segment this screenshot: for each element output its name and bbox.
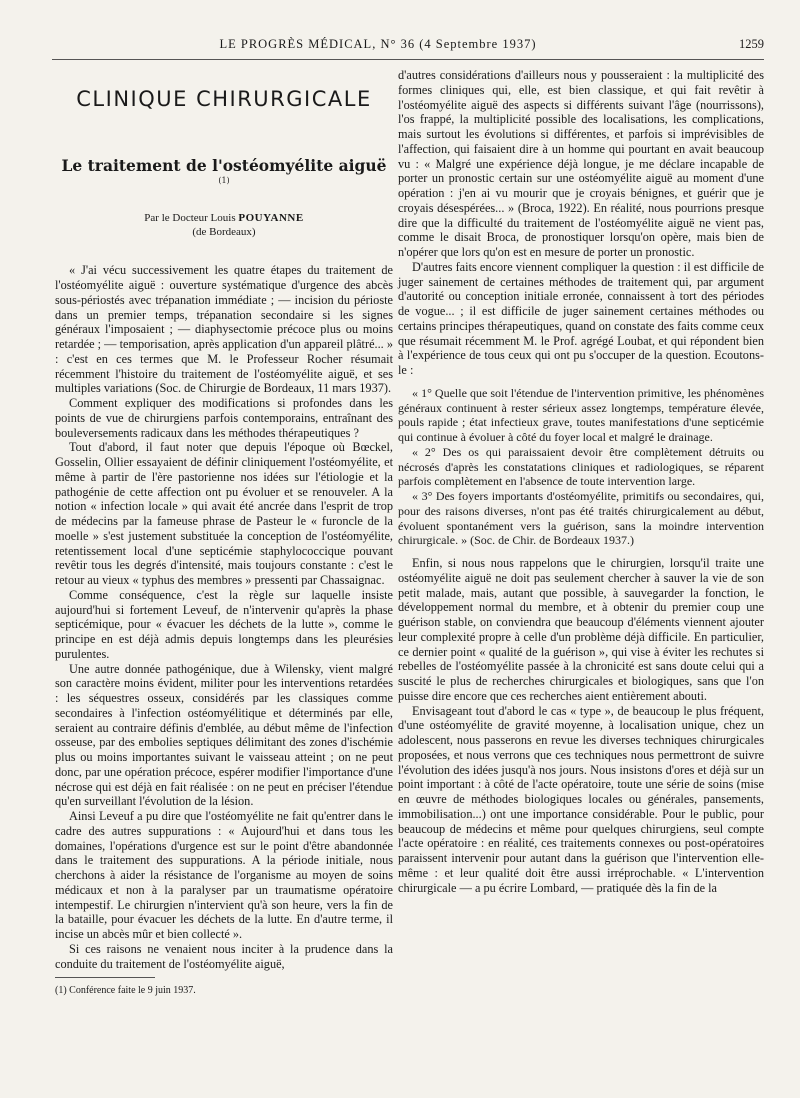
paragraph: Comme conséquence, c'est la règle sur laquelle insiste aujourd'hui si fortement Leveuf, de n'intervenir qu'après la phase septicémique, pour « évacuer les déchets de la lutte », comme le principe en est déjà admis depuis longtemps dans les pleurésies purulentes.	[55, 587, 393, 661]
right-column	[398, 68, 764, 895]
paragraph: d'autres considérations d'ailleurs nous y pousseraient : la multiplicité des formes cliniques qui, elle, est bien classique, et qui fait revêtir à l'ostéomyélite aiguë des aspects si différents suivant l'âge (nourrissons), l'os frappé, la multiplicité possible des localisations, les complications, mais surtout les évolutions si différentes, et parfois si imprévisibles de l'affection, qui faisaient dire à un homme qui pourtant en avait beaucoup vu : « Malgré une expérience déjà longue, je me déclare incapable de porter un pronostic certain sur une ostéomyélite aiguë au moment d'une opération : j'en ai vu mourir que je croyais bénignes, et guérir que je croyais désespérées... » (Broca, 1922). En réalité, nous pourrions presque dire que la difficulté du traitement de l'ostéomyélite aiguë ne vient pas, comme le disait Broca, de pronostiquer lorsqu'on opère, mais bien de n'opérer que lors qu'on est en mesure de porter un pronostic.	[398, 68, 764, 259]
running-title: LE PROGRÈS MÉDICAL, N° 36 (4 Septembre 1937)	[219, 37, 537, 51]
author-prefix: Par le Docteur Louis	[144, 212, 236, 225]
page-number: 1259	[739, 37, 764, 51]
article-title-text: Le traitement de l'ostéomyélite aiguë	[61, 155, 387, 175]
section-title: CLINIQUE CHIRURGICALE	[76, 87, 372, 111]
author-affiliation: (de Bordeaux)	[192, 226, 256, 239]
left-column	[55, 68, 393, 999]
paragraph: Ainsi Leveuf a pu dire que l'ostéomyélite ne fait qu'entrer dans le cadre des autres suppurations : « Aujourd'hui et dans tous les domaines, l'opérations d'urgence est sur le point d'être abandonnée dans le traitement des suppurations. A la période initiale, nous cherchons à aider la résistance de l'organisme au moyen de soins médicaux et non à la paralyser par un traumatisme opératoire intempestif. Le chirurgien n'intervient qu'à son heure, vers la fin de la bataille, pour évacuer les déchets de la lutte. En d'autre terme, il incise un abcès mûr et bien collecté ».	[55, 809, 393, 942]
footnote: (1) Conférence faite le 9 juin 1937.	[55, 985, 196, 997]
running-header	[52, 37, 764, 60]
quote-paragraph: « 1° Quelle que soit l'étendue de l'intervention primitive, les phénomènes généraux continuent à rester sérieux assez longtemps, température élevée, pouls rapide ; état infectieux grave, toutes manifestations d'une septicémie qui continue à évoluer à côté du foyer local et malgré le drainage.	[398, 385, 764, 444]
paragraph: D'autres faits encore viennent compliquer la question : il est difficile de juger sainement de certaines méthodes de traitement qui, par argument d'autorité ou conception initiale erronée, connaissent à tort des périodes de vogue... ; il est difficile de juger sainement certaines méthodes ou certains principes thérapeutiques, quand on constate des faits comme ceux que résumait récemment M. le Prof. agrégé Loubat, et qui répondent bien à l'expérience de tous ceux qui ont pu s'occuper de la question. Ecoutons-le :	[398, 259, 764, 377]
paragraph: Envisageant tout d'abord le cas « type », de beaucoup le plus fréquent, d'une ostéomyélite de gravité moyenne, à localisation unique, chez un adolescent, nous passerons en revue les diverses techniques chirurgicales proposées, et nous verrons que ces techniques nous permettront de suivre l'évolution des idées jusqu'à nos jours. Nous insistons d'ores et déjà sur un point important : à côté de l'acte opératoire, toute une série de soins (mise en œuvre de méthodes biologiques locales ou générales, pansements, immobilisation...) ont une importance considérable. Pour le public, pour beaucoup de médecins et même pour quelques chirurgiens, seul compte l'acte opératoire : en réalité, ces traitements connexes ou post-opératoires paraissent intervenir pour autant dans la guérison que l'intervention elle-même : et leur qualité doit être aussi irréprochable. « L'intervention chirurgicale — a pu écrire Lombard, — pratiquée dès la fin de la	[398, 703, 764, 895]
quote-paragraph: « 3° Des foyers importants d'ostéomyélite, primitifs ou secondaires, qui, pour des raisons diverses, n'ont pas été traités chirurgicalement au début, évoluent spontanément vers la guérison, sans la moindre intervention chirurgicale. » (Soc. de Chir. de Bordeaux 1937.)	[398, 489, 764, 548]
paragraph: « J'ai vécu successivement les quatre étapes du traitement de l'ostéomyélite aiguë : ouverture systématique d'urgence des abcès sous-périostés avec trépanation immédiate ; — incision du périoste dans un premier temps, trépanation secondaire si les signes généraux l'imposaient ; — diaphysectomie précoce plus ou moins retardée ; — temporisation, après application d'un appareil plâtré... » : c'est en ces termes que M. le Professeur Rocher résumait récemment l'histoire du traitement de l'ostéomyélite aiguë, et ses multiples variations (Soc. de Chirurgie de Bordeaux, 11 mars 1937).	[55, 263, 393, 396]
article-title	[55, 155, 393, 192]
byline	[55, 211, 393, 239]
paragraph: Tout d'abord, il faut noter que depuis l'époque où Bœckel, Gosselin, Ollier essayaient de définir cliniquement l'ostéomyélite, et même à partir de l'ère pastorienne nos idées sur l'étiologie et la pathogénie de cette affection ont pu évoluer et se renouveler. A la notion « infection locale » qui avait été ancrée dans l'esprit de trop de médecins par la fameuse phrase de Pasteur le « furoncle de la moelle » s'est justement substituée la conception de l'ostéomyélite, retentissement local d'une septicémie staphylococcique pouvant revêtir tous les degrés d'intensité, mais toujours constante : c'est le retour au vieux « typhus des membres » pressenti par Chassaignac.	[55, 440, 393, 588]
paragraph: Une autre donnée pathogénique, due à Wilensky, vient malgré son caractère moins évident, militer pour les interventions retardées : les séquestres osseux, considérés par les classiques comme secondaires à l'infection ostéomyélitique et déterminés par elle, seraient au contraire définis d'emblée, au début même de l'infection osseuse, par des embolies septiques délimitant des zones d'ischémie plus ou moins importantes suivant le vaisseau atteint ; on ne peut donc, par une opération précoce, espérer modifier l'importance d'une nécrose qui est déjà en fait réalisée : on ne peut en préciser l'étendue qu'en surveillant l'évolution de la lésion.	[55, 661, 393, 809]
quote-paragraph: « 2° Des os qui paraissaient devoir être complètement détruits ou nécrosés d'après les constatations cliniques et radiologiques, se réparent parfois complètement en l'absence de toute intervention large.	[398, 444, 764, 489]
paragraph: Si ces raisons ne venaient nous inciter à la prudence dans la conduite du traitement de l'ostéomyélite aiguë,	[55, 941, 393, 971]
author-name: POUYANNE	[238, 212, 304, 225]
paragraph: Comment expliquer des modifications si profondes dans les points de vue de chirurgiens parfois contemporains, entraînant des bouleversements radicaux dans les méthodes thérapeutiques ?	[55, 396, 393, 440]
title-footnote-marker: (1)	[218, 175, 230, 185]
paragraph: Enfin, si nous nous rappelons que le chirurgien, lorsqu'il traite une ostéomyélite aiguë ne doit pas seulement chercher à sauver la vie de son petit malade, mais, autant que possible, à sauvegarder la fonction, le développement normal du membre, et à obtenir du premier coup une guérison stable, on conviendra que beaucoup d'éléments viennent ajouter leur complexité propre à celle d'un problème déjà difficile. En particulier, ce dernier point « qualité de la guérison », qui vise à éviter les rechutes si rebelles de l'ostéomyélite passée à la chronicité est sans doute celui qui a suscité le plus de recherches chirurgicales et biologiques, sans que l'on puisse dire encore que ces recherches aient entièrement abouti.	[398, 556, 764, 703]
footnote-divider	[55, 977, 155, 978]
